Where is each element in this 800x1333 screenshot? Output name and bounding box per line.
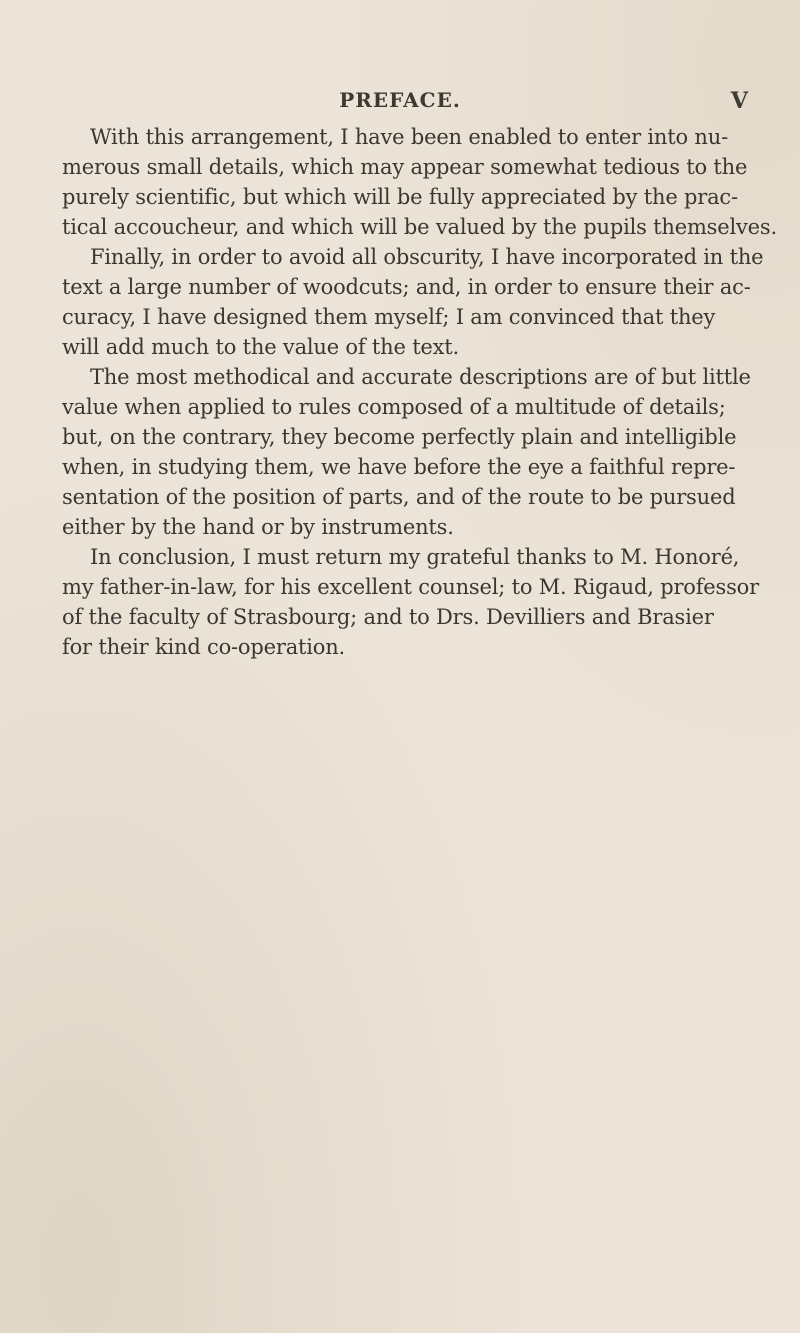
text-line: The most methodical and accurate descriptions are of but little — [90, 365, 751, 389]
text-line: With this arrangement, I have been enabled to enter into nu- — [90, 125, 728, 149]
text-line: for their kind co-operation. — [62, 635, 346, 659]
page-number: V — [730, 88, 748, 114]
text-line: purely scientific, but which will be fully appreciated by the prac- — [62, 185, 738, 209]
text-line: sentation of the position of parts, and of the route to be pursued — [62, 485, 736, 509]
running-head — [0, 88, 800, 118]
text-line: tical accoucheur, and which will be valued by the pupils themselves. — [62, 215, 777, 239]
text-line: either by the hand or by instruments. — [62, 515, 454, 539]
text-line: when, in studying them, we have before the eye a faithful repre- — [62, 455, 736, 479]
text-line: value when applied to rules composed of a multitude of details; — [62, 395, 726, 419]
text-line: will add much to the value of the text. — [62, 335, 460, 359]
text-line: but, on the contrary, they become perfectly plain and intelligible — [62, 425, 737, 449]
paragraph-conclusion — [62, 542, 759, 662]
text-line: my father-in-law, for his excellent counsel; to M. Rigaud, professor — [62, 575, 759, 599]
text-line: merous small details, which may appear somewhat tedious to the — [62, 155, 748, 179]
text-line: text a large number of woodcuts; and, in order to ensure their ac- — [62, 275, 751, 299]
body-text — [62, 122, 777, 662]
text-line: curacy, I have designed them myself; I am convinced that they — [62, 305, 716, 329]
paragraph-descriptions — [62, 362, 751, 542]
running-head-title: PREFACE. — [339, 88, 461, 112]
paragraph-woodcuts — [62, 242, 764, 362]
text-line: of the faculty of Strasbourg; and to Drs. Devilliers and Brasier — [62, 605, 714, 629]
text-line: In conclusion, I must return my grateful thanks to M. Honoré, — [90, 545, 740, 569]
text-line: Finally, in order to avoid all obscurity, I have incorporated in the — [90, 245, 764, 269]
paragraph-arrangement — [62, 122, 777, 242]
